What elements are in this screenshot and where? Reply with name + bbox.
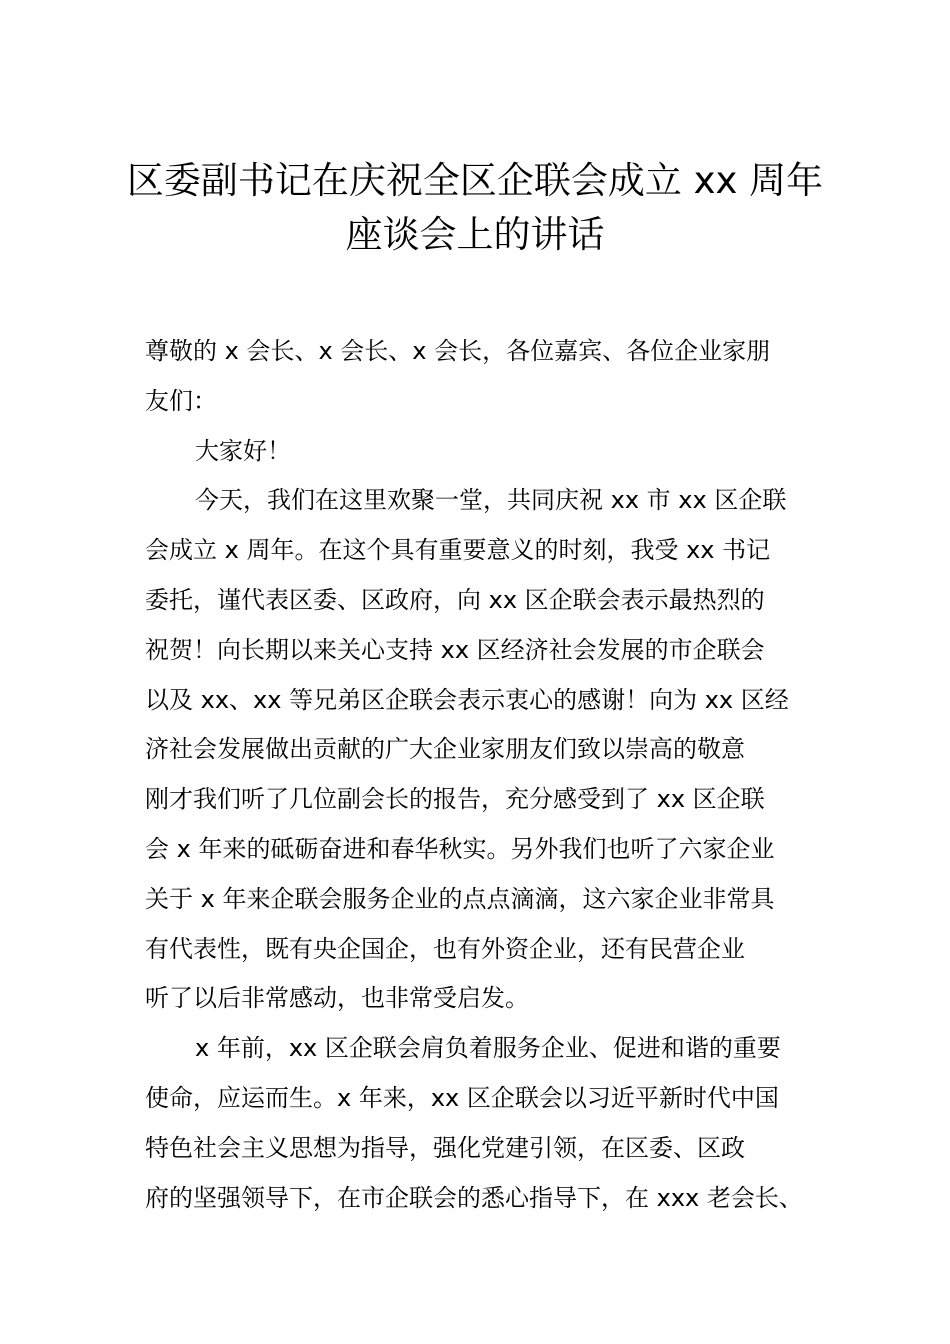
body-text-line: 会 x 年来的砥砺奋进和春华秋实。另外我们也听了六家企业: [145, 834, 775, 863]
body-text-line: 听了以后非常感动，也非常受启发。: [145, 984, 529, 1013]
body-text-line: 大家好！: [195, 436, 291, 465]
body-text-line: 刚才我们听了几位副会长的报告，充分感受到了 xx 区企联: [145, 785, 765, 814]
body-text-line: 济社会发展做出贡献的广大企业家朋友们致以崇高的敬意: [145, 735, 745, 764]
body-text-line: 委托，谨代表区委、区政府，向 xx 区企联会表示最热烈的: [145, 585, 765, 614]
body-text-line: 府的坚强领导下，在市企联会的悉心指导下，在 xxx 老会长、: [145, 1183, 803, 1212]
body-text-line: 以及 xx、xx 等兄弟区企联会表示衷心的感谢！向为 xx 区经: [145, 685, 789, 714]
document-title: [120, 154, 830, 262]
body-text-line: 今天，我们在这里欢聚一堂，共同庆祝 xx 市 xx 区企联: [195, 486, 787, 515]
body-text-line: 友们：: [145, 386, 217, 415]
body-text-line: 祝贺！向长期以来关心支持 xx 区经济社会发展的市企联会: [145, 635, 765, 664]
body-text-line: 有代表性，既有央企国企，也有外资企业，还有民营企业: [145, 934, 745, 963]
title-line: 座谈会上的讲话: [345, 213, 605, 256]
body-text-line: 关于 x 年来企联会服务企业的点点滴滴，这六家企业非常具: [145, 884, 775, 913]
body-text-line: 特色社会主义思想为指导，强化党建引领，在区委、区政: [145, 1133, 745, 1162]
body-text-line: 尊敬的 x 会长、x 会长、x 会长，各位嘉宾、各位企业家朋: [145, 337, 771, 365]
body-text-line: x 年前，xx 区企联会肩负着服务企业、促进和谐的重要: [195, 1034, 781, 1063]
document-body: [145, 327, 835, 1223]
title-line: 区委副书记在庆祝全区企联会成立 xx 周年: [126, 159, 824, 202]
body-text-line: 使命，应运而生。x 年来，xx 区企联会以习近平新时代中国: [145, 1083, 779, 1112]
body-text-line: 会成立 x 周年。在这个具有重要意义的时刻，我受 xx 书记: [145, 536, 771, 565]
